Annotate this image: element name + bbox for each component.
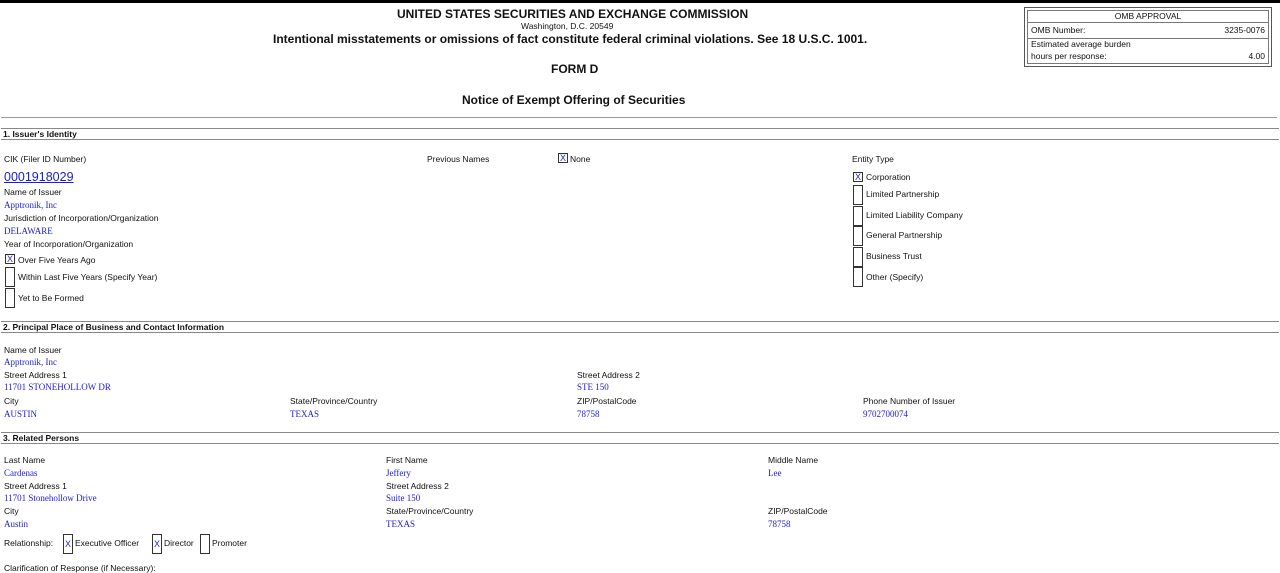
relationship-executive-officer-checkbox[interactable] bbox=[63, 534, 73, 554]
entity-business-trust-label: Business Trust bbox=[866, 251, 922, 261]
omb-number-label: OMB Number: bbox=[1031, 25, 1086, 35]
s3-city-value: Austin bbox=[4, 519, 29, 529]
s3-state-value: TEXAS bbox=[386, 519, 415, 529]
entity-business-trust-checkbox[interactable] bbox=[853, 247, 863, 267]
s3-state-label: State/Province/Country bbox=[386, 506, 474, 516]
section-issuer-identity-header: 1. Issuer's Identity bbox=[1, 128, 1279, 140]
s3-street2-value: Suite 150 bbox=[386, 493, 421, 503]
year-label: Year of Incorporation/Organization bbox=[4, 239, 134, 249]
entity-llc-label: Limited Liability Company bbox=[866, 210, 963, 220]
s3-first-name-label: First Name bbox=[386, 455, 428, 465]
s2-street2-label: Street Address 2 bbox=[577, 370, 640, 380]
s2-state-value: TEXAS bbox=[290, 409, 319, 419]
s2-phone-label: Phone Number of Issuer bbox=[863, 396, 956, 406]
none-checkbox[interactable]: X bbox=[559, 153, 566, 163]
relationship-director-checkbox[interactable] bbox=[152, 534, 162, 554]
s3-street1-value: 11701 Stonehollow Drive bbox=[4, 493, 97, 503]
omb-hours-value: 4.00 bbox=[1248, 51, 1265, 61]
relationship-label: Relationship: bbox=[4, 538, 54, 548]
s3-city-label: City bbox=[4, 506, 19, 516]
s3-middle-name-value: Lee bbox=[768, 468, 782, 478]
s2-zip-value: 78758 bbox=[577, 409, 600, 419]
cik-link[interactable]: 0001918029 bbox=[4, 170, 74, 184]
s2-street2-value: STE 150 bbox=[577, 382, 609, 392]
omb-hours-row bbox=[1031, 51, 1265, 61]
legal-warning: Intentional misstatements or omissions of fact constitute federal criminal violations. See 18 U.S.C. 1001. bbox=[273, 32, 868, 46]
year-over-five-checkbox[interactable]: X bbox=[6, 254, 13, 264]
s3-last-name-value: Cardenas bbox=[4, 468, 38, 478]
year-within-five-checkbox[interactable] bbox=[5, 267, 15, 287]
s3-street2-label: Street Address 2 bbox=[386, 481, 449, 491]
s3-first-name-value: Jeffery bbox=[386, 468, 411, 478]
year-over-five-label: Over Five Years Ago bbox=[18, 255, 96, 265]
relationship-executive-officer-label: Executive Officer bbox=[75, 538, 140, 548]
s2-phone-value: 9702700074 bbox=[863, 409, 908, 419]
entity-type-label: Entity Type bbox=[852, 154, 894, 164]
entity-llc-checkbox[interactable] bbox=[853, 206, 863, 226]
year-within-five-label: Within Last Five Years (Specify Year) bbox=[18, 272, 158, 282]
s2-city-label: City bbox=[4, 396, 19, 406]
section-related-persons-header: 3. Related Persons bbox=[1, 432, 1279, 444]
entity-corporation-label: Corporation bbox=[866, 172, 911, 182]
s3-street1-label: Street Address 1 bbox=[4, 481, 67, 491]
entity-general-partnership-label: General Partnership bbox=[866, 230, 943, 240]
none-label: None bbox=[570, 154, 591, 164]
s3-middle-name-label: Middle Name bbox=[768, 455, 819, 465]
entity-corporation-checkbox[interactable]: X bbox=[854, 172, 861, 182]
header-divider bbox=[1, 117, 1277, 118]
omb-number-row bbox=[1031, 25, 1265, 35]
entity-limited-partnership-label: Limited Partnership bbox=[866, 189, 940, 199]
agency-address: Washington, D.C. 20549 bbox=[521, 21, 614, 31]
s3-zip-label: ZIP/PostalCode bbox=[768, 506, 828, 516]
omb-title: OMB APPROVAL bbox=[1028, 11, 1268, 23]
omb-burden-label: Estimated average burden bbox=[1031, 39, 1131, 49]
issuer-name-value: Apptronik, Inc bbox=[4, 200, 57, 210]
s2-street1-label: Street Address 1 bbox=[4, 370, 67, 380]
relationship-director-label: Director bbox=[164, 538, 194, 548]
s2-name-label: Name of Issuer bbox=[4, 345, 62, 355]
entity-general-partnership-checkbox[interactable] bbox=[853, 226, 863, 246]
s2-name-value: Apptronik, Inc bbox=[4, 357, 57, 367]
section-principal-place-header: 2. Principal Place of Business and Contact Information bbox=[1, 321, 1279, 333]
agency-title: UNITED STATES SECURITIES AND EXCHANGE COMMISSION bbox=[397, 7, 749, 21]
omb-number-value: 3235-0076 bbox=[1224, 25, 1265, 35]
year-yet-to-be-formed-checkbox[interactable] bbox=[5, 288, 15, 308]
omb-approval-box bbox=[1024, 7, 1272, 67]
s2-street1-value: 11701 STONEHOLLOW DR bbox=[4, 382, 111, 392]
issuer-name-label: Name of Issuer bbox=[4, 187, 62, 197]
exec-officer-mark: X bbox=[64, 539, 71, 549]
s2-zip-label: ZIP/PostalCode bbox=[577, 396, 637, 406]
top-border bbox=[0, 0, 1280, 3]
jurisdiction-value: DELAWARE bbox=[4, 226, 53, 236]
form-name: Notice of Exempt Offering of Securities bbox=[462, 93, 686, 107]
director-mark: X bbox=[153, 539, 160, 549]
s3-last-name-label: Last Name bbox=[4, 455, 46, 465]
relationship-promoter-checkbox[interactable] bbox=[200, 534, 210, 554]
s2-city-value: AUSTIN bbox=[4, 409, 37, 419]
year-yet-to-be-formed-label: Yet to Be Formed bbox=[18, 293, 84, 303]
relationship-promoter-label: Promoter bbox=[212, 538, 247, 548]
entity-limited-partnership-checkbox[interactable] bbox=[853, 185, 863, 205]
entity-other-label: Other (Specify) bbox=[866, 272, 924, 282]
omb-hours-label: hours per response: bbox=[1031, 51, 1107, 61]
cik-label: CIK (Filer ID Number) bbox=[4, 154, 87, 164]
previous-names-label: Previous Names bbox=[427, 154, 490, 164]
s2-state-label: State/Province/Country bbox=[290, 396, 378, 406]
clarification-label: Clarification of Response (if Necessary): bbox=[4, 563, 156, 573]
form-title: FORM D bbox=[551, 62, 599, 76]
s3-zip-value: 78758 bbox=[768, 519, 791, 529]
jurisdiction-label: Jurisdiction of Incorporation/Organization bbox=[4, 213, 159, 223]
entity-other-checkbox[interactable] bbox=[853, 267, 863, 287]
